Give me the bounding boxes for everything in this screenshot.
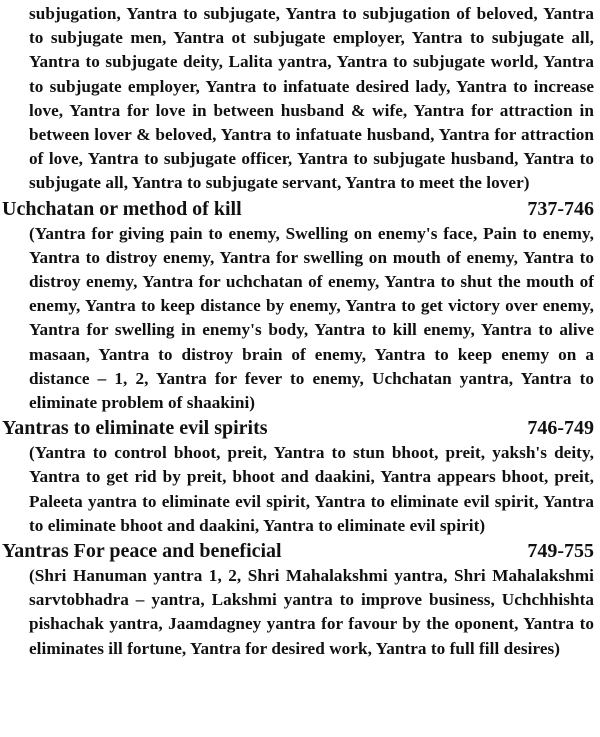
intro-paragraph: subjugation, Yantra to subjugate, Yantra to subjugation of beloved, Yantra to subjugate men, Yantra ot subjugate employer, Yantra to subjugate all, Yantra to subjugate deity, Lalita yantra, Yantra to subjugate world, Yantra to subjugate employer, Yantra to infatuate desired lady, Yantra to increase love, Yantra for love in between husband & wife, Yantra for attraction in between lover & beloved, Yantra to infatuate husband, Yantra for attraction of love, Yantra to subjugate officer, Yantra to subjugate husband, Yantra to subjugate all, Yantra to subjugate servant, Yantra to meet the lover) (29, 4, 594, 193)
section-body: (Yantra to control bhoot, preit, Yantra to stun bhoot, preit, yaksh's deity, Yantra to get rid by preit, bhoot and daakini, Yantra appears bhoot, preit, Paleeta yantra to eliminate evil spirit, Yantra to eliminate evil spirit, Yantra to eliminate bhoot and daakini, Yantra to eliminate evil spirit) (29, 443, 594, 535)
section-evil-spirits (0, 415, 594, 538)
section-heading (0, 196, 594, 222)
section-body: (Yantra for giving pain to enemy, Swelling on enemy's face, Pain to enemy, Yantra to distroy enemy, Yantra for swelling on mouth of enemy, Yantra to distroy enemy, Yantra for uchchatan of enemy, Yantra to shut the mouth of enemy, Yantra to keep distance by enemy, Yantra to get victory over enemy, Yantra for swelling in enemy's body, Yantra to kill enemy, Yantra to alive masaan, Yantra to distroy brain of enemy, Yantra to keep enemy on a distance – 1, 2, Yantra for fever to enemy, Uchchatan yantra, Yantra to eliminate problem of shaakini) (29, 223, 594, 413)
section-heading (0, 538, 594, 564)
section-heading (0, 415, 594, 441)
section-peace-beneficial (0, 538, 594, 661)
section-title: Yantras For peace and beneficial (2, 540, 282, 563)
section-page-range: 749-755 (527, 540, 594, 563)
section-uchchatan (0, 196, 594, 416)
section-page-range: 737-746 (527, 197, 594, 220)
section-title: Yantras to eliminate evil spirits (2, 417, 268, 440)
section-title: Uchchatan or method of kill (2, 197, 242, 220)
section-page-range: 746-749 (527, 417, 594, 440)
section-body: (Shri Hanuman yantra 1, 2, Shri Mahalakshmi yantra, Shri Mahalakshmi sarvtobhadra – yantra, Lakshmi yantra to improve business, Uchchhishta pishachak yantra, Jaamdagney yantra for favour by the oponent, Yantra to eliminates ill fortune, Yantra for desired work, Yantra to full fill desires) (29, 566, 594, 658)
